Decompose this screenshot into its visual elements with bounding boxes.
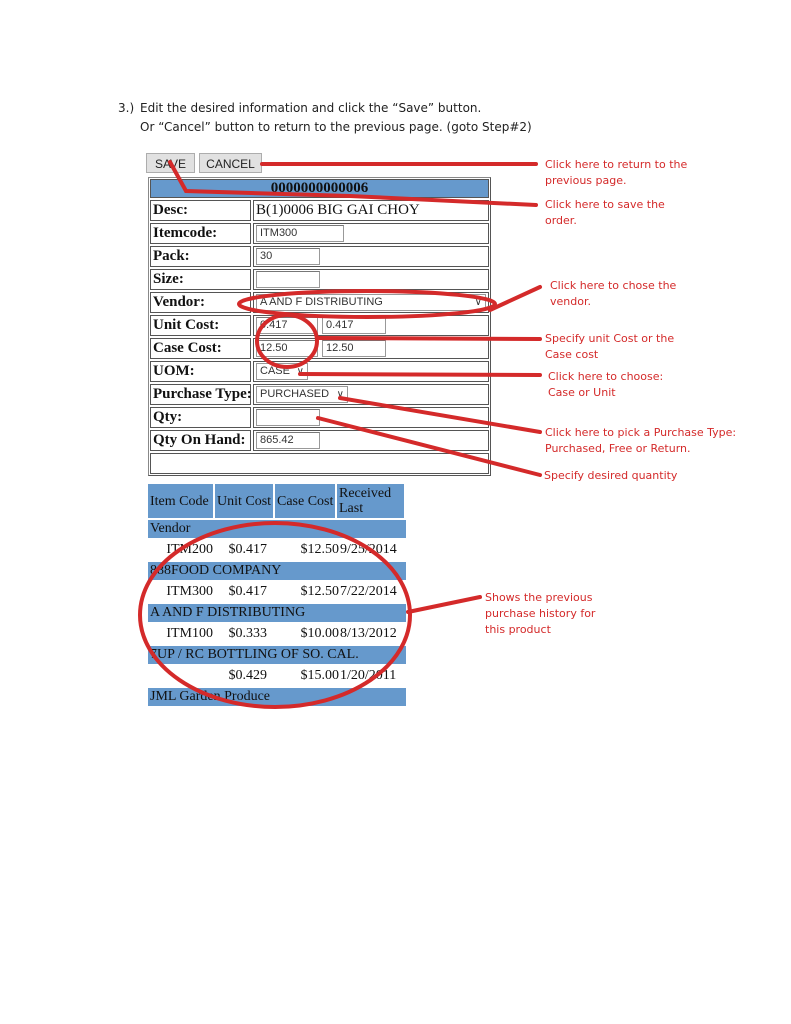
vendor-group-row: Vendor	[148, 520, 406, 538]
chevron-down-icon: ∨	[336, 389, 344, 400]
col-received-last: Received Last	[337, 484, 404, 518]
vendor-label: Vendor:	[150, 292, 251, 313]
itemcode-label: Itemcode:	[150, 223, 251, 244]
history-row	[148, 540, 406, 560]
purchase-type-label: Purchase Type:	[150, 384, 251, 405]
unit-cost-row	[150, 315, 489, 336]
case-cost-cell: $12.50	[300, 542, 339, 557]
uom-row	[150, 361, 489, 382]
annotation-cancel: Click here to return to the previous page.	[545, 158, 688, 187]
unit-cost-cell: $0.417	[228, 542, 267, 557]
received-cell: 8/13/2012	[340, 626, 397, 641]
vendor-group-row: JML Garden Produce	[148, 688, 406, 706]
vendor-select[interactable]	[256, 294, 486, 311]
chevron-down-icon: ∨	[474, 297, 482, 308]
case-cost-row	[150, 338, 489, 359]
qty-on-hand-row	[150, 430, 489, 451]
col-unit-cost: Unit Cost	[215, 484, 273, 518]
history-row	[148, 624, 406, 644]
uom-select[interactable]	[256, 363, 308, 380]
case-cost-label: Case Cost:	[150, 338, 251, 359]
history-row	[148, 666, 406, 686]
qty-input[interactable]	[256, 409, 320, 426]
col-item-code: Item Code	[148, 484, 213, 518]
desc-label: Desc:	[150, 200, 251, 221]
item-code-cell: ITM200	[166, 542, 213, 557]
message-row	[150, 453, 489, 474]
unit-cost-input[interactable]: 0.417	[256, 317, 318, 334]
received-cell: 1/20/2011	[340, 668, 397, 683]
annotation-cost: Specify unit Cost or the Case cost	[545, 332, 675, 361]
case-cost-secondary-input[interactable]: 12.50	[322, 340, 386, 357]
purchase-type-row	[150, 384, 489, 405]
item-number-header: 0000000000006	[150, 179, 489, 198]
chevron-down-icon: ∨	[296, 366, 304, 377]
item-code-cell	[148, 666, 213, 686]
vendor-group-row: 7UP / RC BOTTLING OF SO. CAL.	[148, 646, 406, 664]
itemcode-row	[150, 223, 489, 244]
cancel-button[interactable]: CANCEL	[199, 153, 262, 173]
vendor-group-row: A AND F DISTRIBUTING	[148, 604, 406, 622]
size-label: Size:	[150, 269, 251, 290]
case-cost-cell: $10.00	[300, 626, 339, 641]
col-case-cost: Case Cost	[275, 484, 335, 518]
purchase-type-selected: PURCHASED	[260, 388, 330, 400]
annotation-save: Click here to save the order.	[545, 198, 665, 227]
qty-label: Qty:	[150, 407, 251, 428]
purchase-history-table	[148, 484, 406, 706]
item-code-cell: ITM300	[166, 584, 213, 599]
annotation-vendor: Click here to chose the vendor.	[550, 279, 677, 308]
uom-selected: CASE	[260, 365, 290, 377]
qty-on-hand-input[interactable]: 865.42	[256, 432, 320, 449]
size-row	[150, 269, 489, 290]
instruction-line-2: Or “Cancel” button to return to the previous page. (goto Step#2)	[140, 120, 532, 134]
annotation-purchase-type: Click here to pick a Purchase Type: Purchased, Free or Return.	[545, 426, 737, 455]
vendor-row	[150, 292, 489, 313]
pack-label: Pack:	[150, 246, 251, 267]
desc-value: B(1)0006 BIG GAI CHOY	[253, 200, 489, 221]
item-code-cell: ITM100	[166, 626, 213, 641]
instructions	[118, 99, 532, 137]
annotation-uom: Click here to choose: Case or Unit	[548, 370, 664, 399]
vendor-group-row: 888FOOD COMPANY	[148, 562, 406, 580]
received-cell: 7/22/2014	[340, 584, 397, 599]
purchase-type-select[interactable]	[256, 386, 348, 403]
history-header-row	[148, 484, 406, 518]
unit-cost-cell: $0.417	[228, 584, 267, 599]
pack-input[interactable]: 30	[256, 248, 320, 265]
vendor-selected: A AND F DISTRIBUTING	[260, 296, 383, 308]
unit-cost-cell: $0.429	[228, 668, 267, 683]
annotation-history: Shows the previous purchase history for this product	[485, 591, 596, 636]
case-cost-cell: $12.50	[300, 584, 339, 599]
size-input[interactable]	[256, 271, 320, 288]
case-cost-input[interactable]: 12.50	[256, 340, 318, 357]
qty-on-hand-label: Qty On Hand:	[150, 430, 251, 451]
received-cell: 9/25/2014	[340, 542, 397, 557]
case-cost-cell: $15.00	[300, 668, 339, 683]
itemcode-input[interactable]: ITM300	[256, 225, 344, 242]
qty-row	[150, 407, 489, 428]
pack-row	[150, 246, 489, 267]
annotation-qty: Specify desired quantity	[544, 469, 678, 482]
unit-cost-secondary-input[interactable]: 0.417	[322, 317, 386, 334]
save-button[interactable]: SAVE	[146, 153, 195, 173]
history-row	[148, 582, 406, 602]
item-edit-form	[148, 177, 491, 476]
instruction-line-1: Edit the desired information and click the “Save” button.	[140, 101, 482, 115]
step-number: 3.)	[118, 101, 135, 115]
uom-label: UOM:	[150, 361, 251, 382]
desc-row	[150, 200, 489, 221]
unit-cost-cell: $0.333	[228, 626, 267, 641]
unit-cost-label: Unit Cost:	[150, 315, 251, 336]
